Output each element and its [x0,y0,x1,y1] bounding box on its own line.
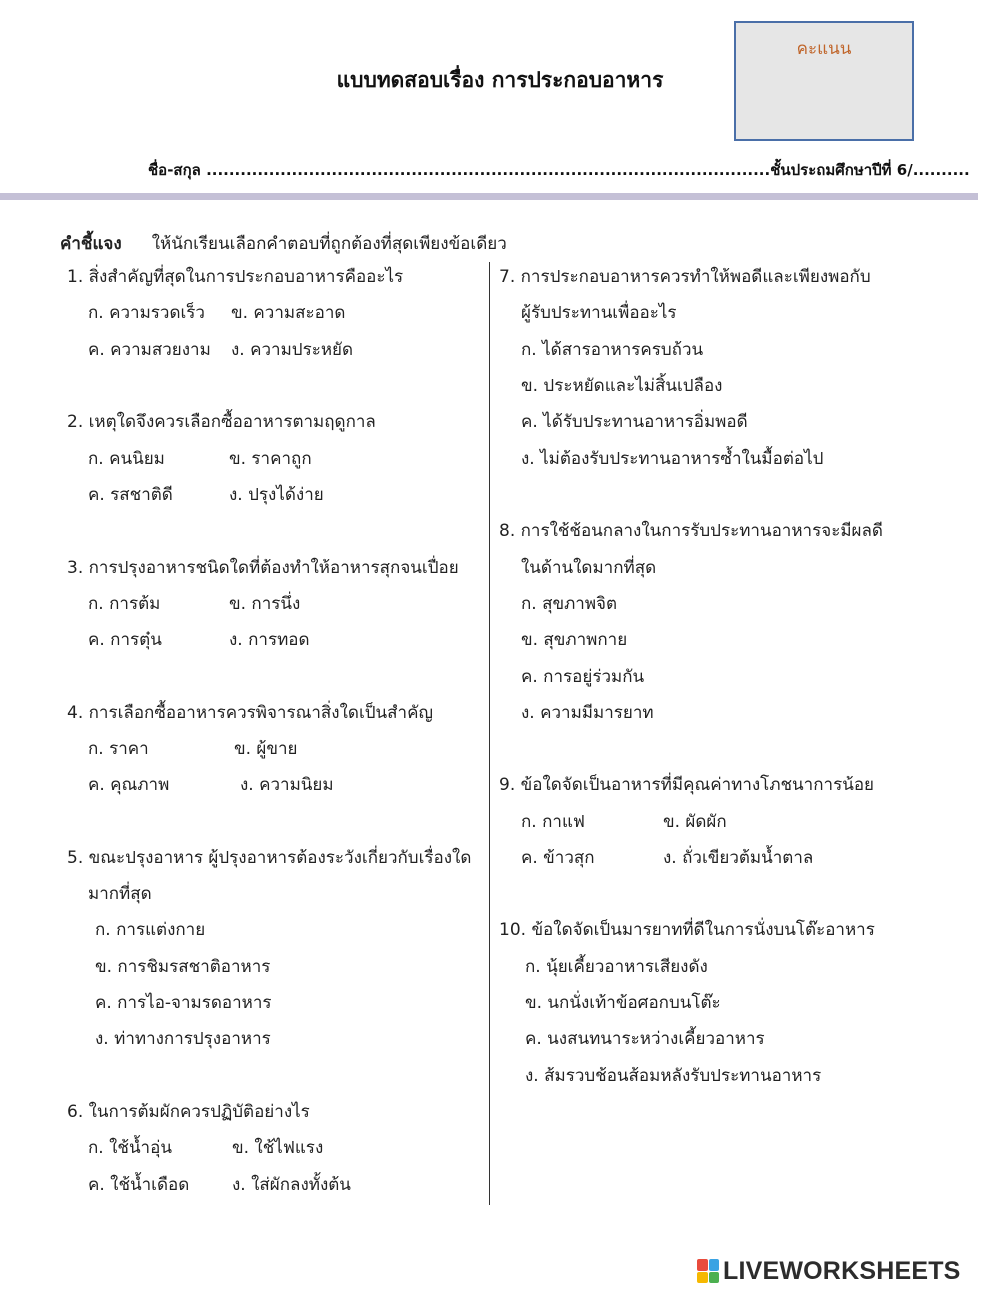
question-text: 5. ขณะปรุงอาหาร ผู้ปรุงอาหารต้องระวังเกี่ยวกับเรื่องใด [67,848,472,868]
question-text-cont: ในด้านใดมากที่สุด [521,558,657,578]
brand-name: LIVEWORKSHEETS [723,1256,961,1285]
choice-c[interactable]: ค. ใช้น้ำเดือด [88,1175,190,1195]
choice-a[interactable]: ก. การแต่งกาย [95,920,206,940]
worksheet-title: แบบทดสอบเรื่อง การประกอบอาหาร [336,68,664,92]
question-text: 7. การประกอบอาหารควรทำให้พอดีและเพียงพอกับ [499,267,871,287]
choice-a[interactable]: ก. คนนิยม [88,449,165,469]
choice-c[interactable]: ค. รสชาติดี [88,485,173,505]
choice-b[interactable]: ข. ผู้ขาย [234,739,298,759]
liveworksheets-logo-icon [697,1259,719,1283]
choice-a[interactable]: ก. ได้สารอาหารครบถ้วน [521,340,704,360]
question-text: 2. เหตุใดจึงควรเลือกซื้ออาหารตามฤดูกาล [67,412,376,432]
choice-b[interactable]: ข. ความสะอาด [231,303,346,323]
question-text: 6. ในการต้มผักควรปฏิบัติอย่างไร [67,1102,310,1122]
choice-c[interactable]: ค. การไอ-จามรดอาหาร [95,993,272,1013]
question-text: 9. ข้อใดจัดเป็นอาหารที่มีคุณค่าทางโภชนาการน้อย [499,775,874,795]
choice-a[interactable]: ก. กาแฟ [521,812,585,832]
choice-b[interactable]: ข. สุขภาพกาย [521,630,628,650]
choice-b[interactable]: ข. การนึ่ง [229,594,301,614]
question-text: 4. การเลือกซื้ออาหารควรพิจารณาสิ่งใดเป็นสำคัญ [67,703,433,723]
choice-d[interactable]: ง. ความมีมารยาท [521,703,654,723]
choice-a[interactable]: ก. ราคา [88,739,149,759]
question-text-cont: มากที่สุด [88,884,152,904]
choice-b[interactable]: ข. นกนั่งเท้าข้อศอกบนโต๊ะ [525,993,721,1013]
choice-c[interactable]: ค. ข้าวสุก [521,848,595,868]
choice-d[interactable]: ง. ใส่ผักลงทั้งต้น [232,1175,351,1195]
choice-d[interactable]: ง. การทอด [229,630,310,650]
choice-b[interactable]: ข. การชิมรสชาติอาหาร [95,957,271,977]
question-text: 8. การใช้ช้อนกลางในการรับประทานอาหารจะมีผลดี [499,521,883,541]
name-class-line: ชื่อ-สกุล ...................................................................................................ชั้นประถมศึกษาปีที่ 6/.......... [148,161,970,179]
choice-c[interactable]: ค. การอยู่ร่วมกัน [521,667,645,687]
choice-b[interactable]: ข. ผัดผัก [663,812,727,832]
header-divider [0,193,978,200]
instruction-label: คำชี้แจง [60,234,122,254]
choice-d[interactable]: ง. ปรุงได้ง่าย [229,485,324,505]
choice-c[interactable]: ค. การตุ๋น [88,630,162,650]
score-label: คะแนน [796,39,852,59]
instruction [60,230,507,257]
choice-d[interactable]: ง. ถั่วเขียวต้มน้ำตาล [663,848,814,868]
choice-d[interactable]: ง. ท่าทางการปรุงอาหาร [95,1029,271,1049]
choice-c[interactable]: ค. คุณภาพ [88,775,170,795]
choice-b[interactable]: ข. ประหยัดและไม่สิ้นเปลือง [521,376,723,396]
choice-a[interactable]: ก. สุขภาพจิต [521,594,618,614]
choice-a[interactable]: ก. ความรวดเร็ว [88,303,205,323]
question-text-cont: ผู้รับประทานเพื่ออะไร [521,303,677,323]
choice-d[interactable]: ง. ส้มรวบช้อนส้อมหลังรับประทานอาหาร [525,1066,822,1086]
choice-a[interactable]: ก. ใช้น้ำอุ่น [88,1138,172,1158]
choice-d[interactable]: ง. ความประหยัด [231,340,354,360]
choice-c[interactable]: ค. ได้รับประทานอาหารอิ่มพอดี [521,412,748,432]
choice-c[interactable]: ค. ความสวยงาม [88,340,211,360]
choice-d[interactable]: ง. ไม่ต้องรับประทานอาหารซ้ำในมื้อต่อไป [521,449,824,469]
score-box [734,21,914,141]
choice-b[interactable]: ข. ราคาถูก [229,449,312,469]
choice-b[interactable]: ข. ใช้ไฟแรง [232,1138,324,1158]
choice-d[interactable]: ง. ความนิยม [240,775,334,795]
choice-a[interactable]: ก. นุ้ยเคี้ยวอาหารเสียงดัง [525,957,708,977]
question-text: 10. ข้อใดจัดเป็นมารยาทที่ดีในการนั่งบนโต๊ะอาหาร [499,920,875,940]
column-divider [489,262,490,1205]
question-text: 3. การปรุงอาหารชนิดใดที่ต้องทำให้อาหารสุกจนเปื่อย [67,558,459,578]
instruction-text: ให้นักเรียนเลือกคำตอบที่ถูกต้องที่สุดเพียงข้อเดียว [151,234,507,254]
choice-c[interactable]: ค. นงสนทนาระหว่างเคี้ยวอาหาร [525,1029,765,1049]
choice-a[interactable]: ก. การต้ม [88,594,161,614]
question-text: 1. สิ่งสำคัญที่สุดในการประกอบอาหารคืออะไร [67,267,404,287]
liveworksheets-logo[interactable] [697,1256,961,1286]
